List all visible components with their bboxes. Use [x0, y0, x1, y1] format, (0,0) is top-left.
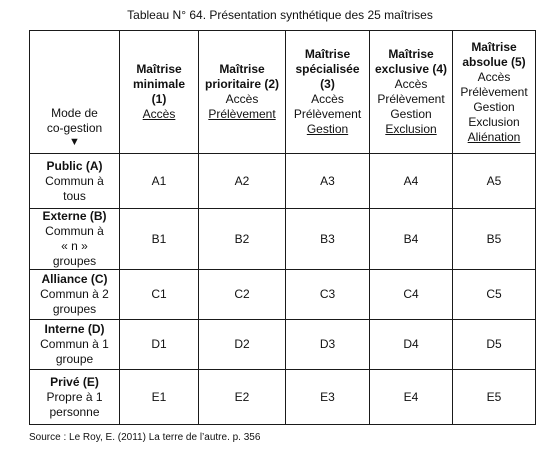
table-row: [30, 370, 536, 425]
row-header: [30, 154, 120, 209]
mastery-table: [29, 30, 536, 425]
table-row: [30, 270, 536, 320]
right-item: Prélèvement: [377, 92, 445, 106]
down-arrow-icon: ▼: [69, 136, 80, 148]
row-header: [30, 370, 120, 425]
right-item: Prélèvement: [460, 84, 528, 99]
table-cell: B3: [286, 209, 370, 270]
table-row: [30, 154, 536, 209]
row-description-line: tous: [63, 188, 86, 203]
table-cell: B2: [199, 209, 286, 270]
table-cell: E3: [286, 370, 370, 425]
right-item: Prélèvement: [208, 107, 276, 121]
corner-header: [30, 31, 120, 154]
table-cell: E2: [199, 370, 286, 425]
table-cell: A3: [286, 154, 370, 209]
column-title-line: absolue (5): [462, 54, 526, 69]
table-cell: E1: [120, 370, 199, 425]
right-item: Accès: [142, 107, 176, 121]
table-cell: E5: [453, 370, 536, 425]
table-caption: Tableau N° 64. Présentation synthétique des 25 maîtrises: [127, 8, 433, 22]
right-item: Accès: [394, 77, 428, 91]
row-header: [30, 209, 120, 270]
row-description-line: personne: [49, 404, 100, 419]
corner-line-1: Mode de: [51, 106, 98, 120]
header-row: [30, 31, 536, 154]
table-cell: B5: [453, 209, 536, 270]
table-cell: D3: [286, 320, 370, 370]
table-cell: D4: [370, 320, 453, 370]
table-cell: C2: [199, 270, 286, 320]
table-cell: D1: [120, 320, 199, 370]
row-name: Alliance (C): [41, 272, 108, 286]
table-cell: E4: [370, 370, 453, 425]
column-title-line: Maîtrise: [388, 47, 434, 61]
column-title-line: Maîtrise: [471, 39, 517, 54]
table-cell: D5: [453, 320, 536, 370]
column-header-3: [286, 31, 370, 154]
right-item: Accès: [311, 92, 344, 106]
column-title-line: Maîtrise: [304, 47, 351, 61]
table-cell: A4: [370, 154, 453, 209]
row-description-line: « n »: [61, 239, 88, 253]
right-item: Gestion: [473, 99, 515, 114]
right-item: Gestion: [390, 107, 432, 121]
row-name: Externe (B): [42, 209, 107, 223]
row-name: Privé (E): [50, 374, 99, 389]
right-item: Prélèvement: [293, 107, 362, 121]
row-header: [30, 270, 120, 320]
table-cell: C1: [120, 270, 199, 320]
row-description-line: groupes: [52, 254, 97, 268]
column-title-line: prioritaire (2): [204, 77, 279, 91]
source-note: Source : Le Roy, E. (2011) La terre de l’autre. p. 356: [29, 432, 261, 443]
column-title-line: (3): [320, 77, 335, 91]
row-name: Interne (D): [44, 322, 105, 336]
right-item: Exclusion: [385, 122, 437, 136]
table-cell: C5: [453, 270, 536, 320]
right-item: Exclusion: [468, 114, 520, 129]
column-title-line: Maîtrise: [136, 62, 182, 76]
row-description-line: Commun à 2: [40, 287, 109, 301]
table-cell: A1: [120, 154, 199, 209]
table-cell: C4: [370, 270, 453, 320]
right-item: Aliénation: [467, 129, 521, 144]
right-item: Accès: [225, 92, 259, 106]
row-header: [30, 320, 120, 370]
row-description-line: groupe: [55, 352, 94, 366]
table-cell: A5: [453, 154, 536, 209]
right-item: Gestion: [306, 122, 349, 136]
row-description-line: Commun à: [45, 173, 104, 188]
column-title-line: (1): [151, 92, 167, 106]
table-cell: B1: [120, 209, 199, 270]
table-cell: A2: [199, 154, 286, 209]
column-header-5: [453, 31, 536, 154]
column-title-line: spécialisée: [295, 62, 360, 76]
column-header-4: [370, 31, 453, 154]
column-title-line: exclusive (4): [374, 62, 448, 76]
row-description-line: groupes: [52, 302, 97, 316]
column-title-line: Maîtrise: [219, 62, 265, 76]
row-description-line: Commun à: [45, 224, 104, 238]
row-description-line: Propre à 1: [46, 389, 103, 404]
column-header-2: [199, 31, 286, 154]
table-cell: C3: [286, 270, 370, 320]
right-item: Accès: [477, 69, 511, 84]
table-cell: B4: [370, 209, 453, 270]
table-row: [30, 320, 536, 370]
table-cell: D2: [199, 320, 286, 370]
row-description-line: Commun à 1: [40, 337, 109, 351]
row-name: Public (A): [46, 158, 103, 173]
corner-line-2: co-gestion: [46, 121, 103, 135]
column-header-1: [120, 31, 199, 154]
column-title-line: minimale: [132, 77, 186, 91]
table-row: [30, 209, 536, 270]
